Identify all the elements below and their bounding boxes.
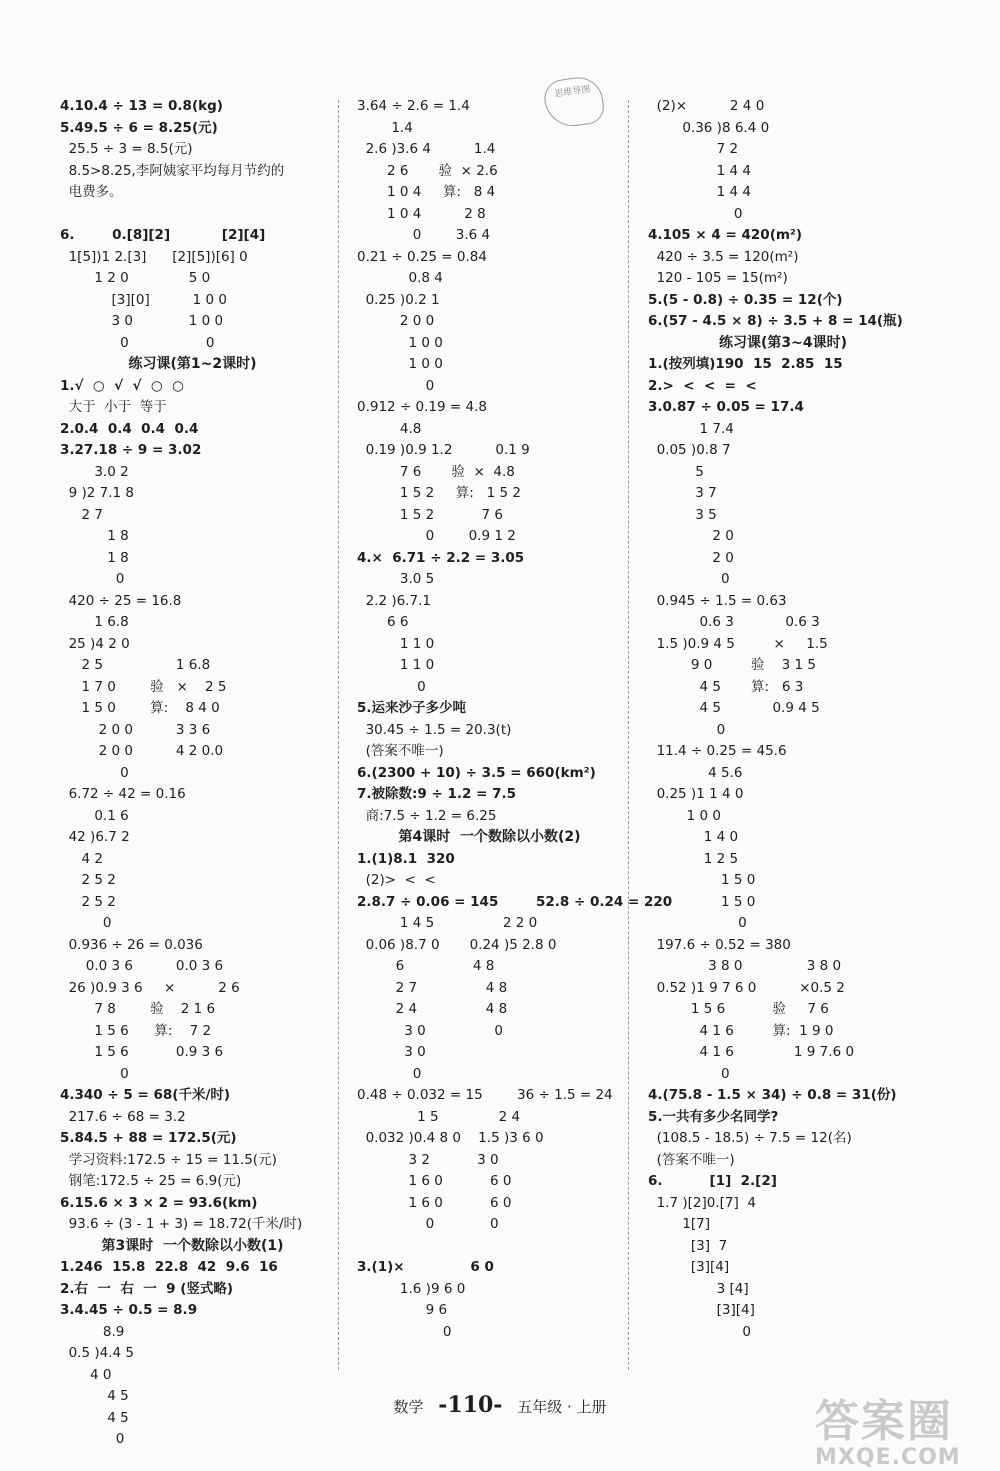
- answer-line: 0.25 )0.2 1: [357, 291, 440, 308]
- answer-line: [3][4]: [648, 1302, 755, 1318]
- answer-line: 4 5.6: [648, 764, 743, 781]
- answer-line: 120 - 105 = 15(m²): [648, 270, 788, 286]
- answer-line: 0.0 3 6 0.0 3 6: [60, 958, 224, 974]
- footer-grade: 五年级 · 上册: [517, 1398, 607, 1416]
- column-divider-left: [338, 100, 339, 1370]
- answer-line: 2.0.4 0.4 0.4 0.4: [60, 420, 199, 437]
- answer-line: 5.一共有多少名同学?: [648, 1108, 779, 1125]
- answer-line: 0.945 ÷ 1.5 = 0.63: [648, 592, 787, 609]
- answer-line: 2.> < < = <: [648, 377, 757, 394]
- footer-subject: 数学: [393, 1398, 424, 1416]
- answer-line: 0: [648, 571, 730, 587]
- answer-line: 5.(5 - 0.8) ÷ 0.35 = 12(个): [648, 291, 843, 308]
- answer-line: 1.√ ○ √ √ ○ ○: [60, 377, 184, 394]
- answer-line: 2 5 1 6.8: [60, 657, 211, 673]
- answer-line: 2 5 2: [60, 893, 116, 910]
- answer-line: 3.0 2: [60, 463, 129, 480]
- answer-line: 9 )2 7.1 8: [60, 485, 134, 501]
- answer-line: 1 8: [60, 528, 129, 544]
- answer-line: [357, 1236, 622, 1258]
- answer-line: 3.27.18 ÷ 9 = 3.02: [60, 442, 202, 458]
- answer-line: [3][4]: [648, 1259, 730, 1275]
- answer-line: 3 5: [648, 506, 717, 523]
- answer-line: 0.52 )1 9 7 6 0 ×0.5 2: [648, 979, 845, 996]
- answer-line: 0: [357, 377, 435, 394]
- answer-line: 7 8 验 2 1 6: [60, 1001, 216, 1017]
- answer-line: 4.10.4 ÷ 13 = 0.8(kg): [60, 98, 223, 114]
- answer-line: (108.5 - 18.5) ÷ 7.5 = 12(名): [648, 1130, 852, 1146]
- answer-line: 商:7.5 ÷ 1.2 = 6.25: [357, 807, 497, 824]
- answer-line: 0: [357, 1065, 422, 1082]
- answer-line: 0.21 ÷ 0.25 = 0.84: [357, 248, 487, 265]
- answer-line: 0 3.6 4: [357, 227, 491, 243]
- answer-line: 5.84.5 + 88 = 172.5(元): [60, 1130, 237, 1146]
- answer-line: 420 ÷ 3.5 = 120(m²): [648, 248, 799, 265]
- answer-line: 1 5 0: [648, 872, 756, 888]
- answer-line: 3.0.87 ÷ 0.05 = 17.4: [648, 399, 804, 415]
- answer-line: 420 ÷ 25 = 16.8: [60, 592, 182, 609]
- answer-line: 0.25 )1 1 4 0: [648, 786, 744, 802]
- answer-line: 1.7 )[2]0.[7] 4: [648, 1194, 756, 1211]
- answer-line: 1 5 6 算: 7 2: [60, 1022, 212, 1039]
- answer-line: 1.(1)8.1 320: [357, 850, 455, 867]
- answer-line: 1 5 0: [648, 893, 756, 910]
- answer-line: 2 4 4 8: [357, 1001, 508, 1017]
- answer-line: 1 1 0: [357, 657, 435, 673]
- answer-line: 7.被除数:9 ÷ 1.2 = 7.5: [357, 786, 517, 802]
- answer-line: 0: [648, 1323, 751, 1340]
- answer-line: 8.9: [60, 1323, 125, 1340]
- answer-line: 0: [648, 915, 747, 931]
- stamp-logo: 思维导图: [542, 74, 606, 130]
- answer-line: 3 0 0: [357, 1022, 503, 1039]
- answer-line: 0.05 )0.8 7: [648, 442, 731, 458]
- answer-line: 1 0 4 2 8: [357, 205, 486, 222]
- answer-line: 0.5 )4.4 5: [60, 1345, 134, 1361]
- answer-line: 6. [1] 2.[2]: [648, 1173, 777, 1189]
- answer-line: 1 6 0 6 0: [357, 1194, 512, 1211]
- answer-line: 6.(2300 + 10) ÷ 3.5 = 660(km²): [357, 764, 596, 781]
- watermark-title: 答案圈: [815, 1396, 953, 1447]
- answer-line: 4.8: [357, 420, 422, 437]
- answer-line: 4 5: [60, 1388, 129, 1404]
- answer-line: 0: [357, 678, 426, 695]
- answer-line: 0: [60, 764, 129, 781]
- answer-line: 3 0 1 0 0: [60, 313, 224, 329]
- answer-line: 5: [648, 463, 704, 480]
- answer-line: 7 2: [648, 141, 739, 157]
- answer-line: 5.运来沙子多少吨: [357, 700, 467, 716]
- answer-line: 9 0 验 3 1 5: [648, 657, 817, 673]
- answer-line: 0: [648, 205, 743, 222]
- answer-line: 1 4 4: [648, 162, 752, 179]
- answer-line: 1.4: [357, 119, 413, 136]
- column-divider-right: [628, 100, 629, 1370]
- answer-line: 42 )6.7 2: [60, 829, 130, 845]
- page-number: -110-: [438, 1392, 503, 1418]
- answer-line: 2 7: [60, 506, 103, 523]
- answer-line: 6.72 ÷ 42 = 0.16: [60, 786, 186, 802]
- answer-line: 2 5 2: [60, 872, 116, 888]
- answer-line: 6 4 8: [357, 958, 495, 974]
- answer-line: (答案不唯一): [357, 743, 444, 759]
- answer-line: (2)× 2 4 0: [648, 98, 765, 114]
- answer-line: 8.5>8.25,李阿姨家平均每月节约的: [60, 162, 285, 179]
- answer-line: 9 6: [357, 1302, 448, 1318]
- answer-line: 0 0: [60, 334, 215, 351]
- answer-line: 4 1 6 算: 1 9 0: [648, 1022, 834, 1039]
- answer-line: 3.(1)× 6 0: [357, 1259, 494, 1275]
- answer-line: 2.右 一 右 一 9 (竖式略): [60, 1280, 234, 1297]
- answer-line: 2 0: [648, 528, 734, 544]
- answer-line: 1 5 0 算: 8 4 0: [60, 700, 220, 716]
- answer-line: 11.4 ÷ 0.25 = 45.6: [648, 743, 787, 759]
- answer-line: 3 [4]: [648, 1280, 749, 1297]
- answer-line: 4.× 6.71 ÷ 2.2 = 3.05: [357, 549, 525, 566]
- answer-line: 0: [60, 1431, 125, 1447]
- answer-line: 0.8 4: [357, 270, 443, 286]
- answer-line: 1 0 0: [357, 334, 443, 351]
- answer-line: 大于 小于 等于: [60, 399, 167, 415]
- answer-line: 2.2 )6.7.1: [357, 592, 431, 609]
- answer-line: 2.8.7 ÷ 0.06 = 145 52.8 ÷ 0.24 = 220: [357, 893, 673, 910]
- watermark-url: MXQE.COM: [815, 1445, 961, 1470]
- answer-line: 1.5 )0.9 4 5 × 1.5: [648, 635, 828, 652]
- answer-line: 3 0: [357, 1044, 426, 1060]
- answer-line: 93.6 ÷ (3 - 1 + 3) = 18.72(千米/时): [60, 1216, 303, 1232]
- answer-line: 4 1 6 1 9 7.6 0: [648, 1044, 855, 1060]
- answer-line: 6.15.6 × 3 × 2 = 93.6(km): [60, 1194, 258, 1211]
- answer-line: 1 5 2 算: 1 5 2: [357, 485, 521, 501]
- answer-line: 3 2 3 0: [357, 1151, 499, 1168]
- answer-line: 1 5 6 验 7 6: [648, 1001, 829, 1017]
- answer-line: 2 0: [648, 549, 734, 566]
- answer-line: 25.5 ÷ 3 = 8.5(元): [60, 141, 193, 157]
- answer-line: 1 5 2 4: [357, 1108, 521, 1125]
- answer-line: 1.6 )9 6 0: [357, 1280, 466, 1297]
- answer-line: 2 0 0 3 3 6: [60, 721, 211, 738]
- answer-line: 0 0.9 1 2: [357, 528, 516, 544]
- section-heading: 第4课时 一个数除以小数(2): [398, 829, 581, 845]
- answer-line: 1.(按列填)190 15 2.85 15: [648, 356, 843, 372]
- answer-line: 4.(75.8 - 1.5 × 34) ÷ 0.8 = 31(份): [648, 1087, 897, 1103]
- answer-line: 1 0 0: [357, 356, 443, 372]
- answer-line: 1[5])1 2.[3] [2][5])[6] 0: [60, 248, 248, 265]
- answer-line: 5.49.5 ÷ 6 = 8.25(元): [60, 119, 218, 136]
- answer-line: 2.6 )3.6 4 1.4: [357, 141, 496, 157]
- answer-line: 3 7: [648, 485, 717, 501]
- answer-line: 1 2 5: [648, 850, 739, 867]
- answer-line: 217.6 ÷ 68 = 3.2: [60, 1108, 186, 1125]
- answer-line: 3.0 5: [357, 571, 435, 587]
- answer-line: 1 0 0: [648, 807, 721, 824]
- answer-line: 3.64 ÷ 2.6 = 1.4: [357, 98, 470, 114]
- answer-line: 1 8: [60, 549, 129, 566]
- answer-line: 4 5 0.9 4 5: [648, 700, 820, 716]
- answer-line: 2 7 4 8: [357, 979, 508, 996]
- answer-line: 0.912 ÷ 0.19 = 4.8: [357, 399, 487, 415]
- answer-line: 电费多。: [60, 184, 123, 200]
- answer-line: 0.36 )8 6.4 0: [648, 119, 770, 136]
- answer-line: [3][0] 1 0 0: [60, 291, 228, 308]
- answer-line: 钢笔:172.5 ÷ 25 = 6.9(元): [60, 1173, 242, 1189]
- column-left: [60, 96, 325, 1451]
- section-heading: 第3课时 一个数除以小数(1): [101, 1237, 284, 1254]
- answer-line: 0: [648, 1065, 730, 1082]
- answer-line: 0.032 )0.4 8 0 1.5 )3 6 0: [357, 1130, 544, 1146]
- answer-line: 6. 0.[8][2] [2][4]: [60, 227, 266, 243]
- answer-line: 0 0: [357, 1216, 499, 1232]
- answer-line: 1 1 0: [357, 635, 435, 652]
- answer-line: 3 8 0 3 8 0: [648, 958, 842, 974]
- answer-line: 学习资料:172.5 ÷ 15 = 11.5(元): [60, 1151, 277, 1168]
- answer-line: 1 7.4: [648, 420, 734, 437]
- answer-line: 1 4 4: [648, 184, 752, 200]
- answer-line: 4.340 ÷ 5 = 68(千米/时): [60, 1087, 231, 1103]
- answer-line: 4 5 算: 6 3: [648, 678, 804, 695]
- answer-line: 4 0: [60, 1366, 112, 1383]
- answer-line: 1 6.8: [60, 614, 129, 630]
- answer-line: 1 2 0 5 0: [60, 270, 211, 286]
- answer-line: 1 5 2 7 6: [357, 506, 503, 523]
- answer-line: 0.6 3 0.6 3: [648, 614, 820, 630]
- answer-line: 1.246 15.8 22.8 42 9.6 16: [60, 1259, 278, 1275]
- watermark: [815, 1385, 961, 1470]
- answer-line: 30.45 ÷ 1.5 = 20.3(t): [357, 721, 512, 738]
- answer-line: [3] 7: [648, 1237, 728, 1254]
- answer-line: 2 0 0: [357, 313, 435, 329]
- answer-line: 6.(57 - 4.5 × 8) ÷ 3.5 + 8 = 14(瓶): [648, 313, 903, 329]
- answer-line: 4.105 × 4 = 420(m²): [648, 227, 803, 243]
- answer-line: 0.1 6: [60, 807, 129, 824]
- answer-line: (2)> < <: [357, 872, 436, 888]
- column-middle: [357, 96, 673, 1343]
- answer-line: 1[7]: [648, 1216, 711, 1232]
- answer-line: 197.6 ÷ 0.52 = 380: [648, 936, 791, 953]
- answer-line: 7 6 验 × 4.8: [357, 463, 515, 480]
- answer-line: 1 5 6 0.9 3 6: [60, 1044, 224, 1060]
- column-right: [648, 96, 918, 1343]
- answer-line: 0: [60, 571, 125, 587]
- answer-line: 0.19 )0.9 1.2 0.1 9: [357, 442, 530, 458]
- answer-line: 0.936 ÷ 26 = 0.036: [60, 936, 203, 953]
- answer-line: 1 7 0 验 × 2 5: [60, 678, 227, 695]
- section-heading: 练习课(第3~4课时): [718, 334, 847, 351]
- answer-line: 6 6: [357, 614, 409, 630]
- answer-line: 1 6 0 6 0: [357, 1173, 512, 1189]
- section-heading: 练习课(第1~2课时): [128, 356, 257, 372]
- answer-line: 0: [648, 721, 726, 738]
- answer-line: 2 0 0 4 2 0.0: [60, 743, 224, 759]
- answer-line: 4 5: [60, 1409, 129, 1426]
- answer-line: 0: [357, 1323, 452, 1340]
- answer-line: 25 )4 2 0: [60, 635, 130, 652]
- answer-line: (答案不唯一): [648, 1151, 735, 1168]
- answer-line: 1 4 5 2 2 0: [357, 915, 538, 931]
- answer-line: 2 6 验 × 2.6: [357, 162, 498, 179]
- answer-line: 3.4.45 ÷ 0.5 = 8.9: [60, 1302, 198, 1318]
- answer-line: 1 0 4 算: 8 4: [357, 184, 496, 200]
- answer-line: 26 )0.9 3 6 × 2 6: [60, 979, 240, 996]
- answer-line: 1 4 0: [648, 829, 739, 845]
- answer-line: 0: [60, 915, 112, 931]
- answer-line: 0.48 ÷ 0.032 = 15 36 ÷ 1.5 = 24: [357, 1087, 613, 1103]
- answer-line: 0.06 )8.7 0 0.24 )5 2.8 0: [357, 936, 557, 953]
- answer-line: 4 2: [60, 850, 103, 867]
- answer-line: [60, 204, 325, 226]
- answer-line: 0: [60, 1065, 129, 1082]
